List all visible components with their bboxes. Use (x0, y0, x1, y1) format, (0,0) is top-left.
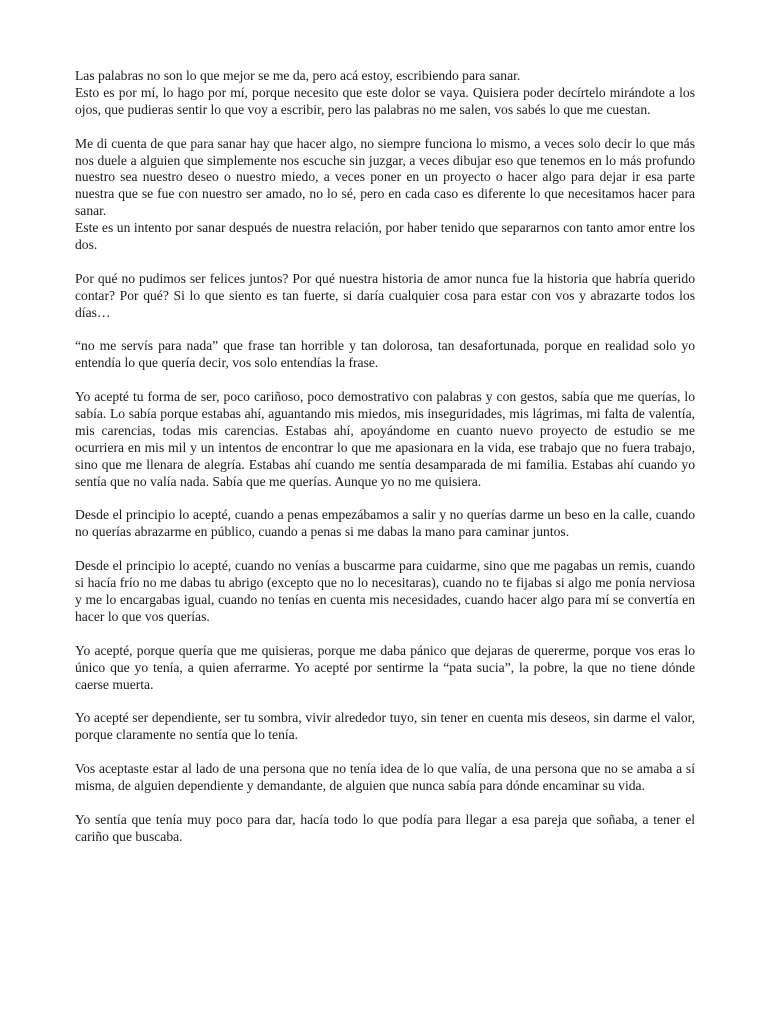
paragraph-line: Me di cuenta de que para sanar hay que hacer algo, no siempre funciona lo mismo, a veces solo decir lo que más nos duele a alguien que simplemente nos escuche sin juzgar, a veces dibujar eso que tenemos en lo más profundo nuestro sea nuestro deseo o nuestro miedo, a veces poner en un proyecto o hacer algo para dejar ir esa parte nuestra que se fue con nuestro ser amado, no lo sé, pero en cada caso es diferente lo que necesitamos hacer para sanar. (75, 135, 695, 219)
document-page (75, 68, 695, 862)
paragraph (75, 136, 695, 254)
paragraph (75, 710, 695, 744)
paragraph-line: Esto es por mí, lo hago por mí, porque necesito que este dolor se vaya. Quisiera poder decírtelo mirándote a los ojos, que pudieras sentir lo que voy a escribir, pero las palabras no me salen, vos sabés lo que me cuestan. (75, 84, 695, 117)
paragraph-line: Desde el principio lo acepté, cuando a penas empezábamos a salir y no querías darme un beso en la calle, cuando no querías abrazarme en público, cuando a penas si me dabas la mano para caminar juntos. (75, 507, 695, 540)
paragraph (75, 338, 695, 372)
paragraph-line: Desde el principio lo acepté, cuando no venías a buscarme para cuidarme, sino que me pagabas un remis, cuando si hacía frío no me dabas tu abrigo (excepto que no lo necesitaras), cuando no te fijabas si algo me ponía nerviosa y me lo encargabas igual, cuando no tenías en cuenta mis necesidades, cuando hacer algo para mí se convertía en hacer lo que vos querías. (75, 558, 695, 624)
paragraph (75, 643, 695, 694)
paragraph-line: Las palabras no son lo que mejor se me da, pero acá estoy, escribiendo para sanar. (75, 68, 521, 83)
paragraph (75, 68, 695, 119)
paragraph-line: Yo acepté tu forma de ser, poco cariñoso, poco demostrativo con palabras y con gestos, sabía que me querías, lo sabía. Lo sabía porque estabas ahí, aguantando mis miedos, mis inseguridades, mis lágrimas, mi falta de valentía, mis carencias, todas mis carencias. Estabas ahí, apoyándome en cuanto nuevo proyecto de estudio se me ocurriera en mis mil y un intentos de encontrar lo que me apasionara en la vida, ese trabajo que no fuera trabajo, sino que me llenara de alegría. Estabas ahí cuando me sentía desamparada de mi familia. Estabas ahí cuando yo sentía que no valía nada. Sabía que me querías. Aunque yo no me quisiera. (75, 389, 695, 489)
paragraph-line: Yo sentía que tenía muy poco para dar, hacía todo lo que podía para llegar a esa pareja que soñaba, a tener el cariño que buscaba. (75, 811, 695, 844)
paragraph (75, 271, 695, 322)
paragraph-line: Por qué no pudimos ser felices juntos? Por qué nuestra historia de amor nunca fue la historia que habría querido contar? Por qué? Si lo que siento es tan fuerte, si daría cualquier cosa para estar con vos y abrazarte todos los días… (75, 270, 695, 320)
paragraph-line: Este es un intento por sanar después de nuestra relación, por haber tenido que separarnos con tanto amor entre los dos. (75, 220, 695, 253)
paragraph-line: “no me servís para nada” que frase tan horrible y tan dolorosa, tan desafortunada, porque en realidad solo yo entendía lo que quería decir, vos solo entendías la frase. (75, 338, 695, 371)
paragraph (75, 389, 695, 490)
paragraph (75, 558, 695, 626)
paragraph-line: Yo acepté ser dependiente, ser tu sombra, vivir alrededor tuyo, sin tener en cuenta mis deseos, sin darme el valor, porque claramente no sentía que lo tenía. (75, 710, 695, 743)
paragraph (75, 812, 695, 846)
paragraph-line: Yo acepté, porque quería que me quisieras, porque me daba pánico que dejaras de quererme, porque vos eras lo único que yo tenía, a quien aferrarme. Yo acepté por sentirme la “pata sucia”, la pobre, la que no tiene dónde caerse muerta. (75, 642, 695, 692)
paragraph (75, 761, 695, 795)
paragraph-line: Vos aceptaste estar al lado de una persona que no tenía idea de lo que valía, de una persona que no se amaba a sí misma, de alguien dependiente y demandante, de alguien que nunca sabía para dónde encaminar su vida. (75, 761, 695, 793)
paragraph (75, 507, 695, 541)
